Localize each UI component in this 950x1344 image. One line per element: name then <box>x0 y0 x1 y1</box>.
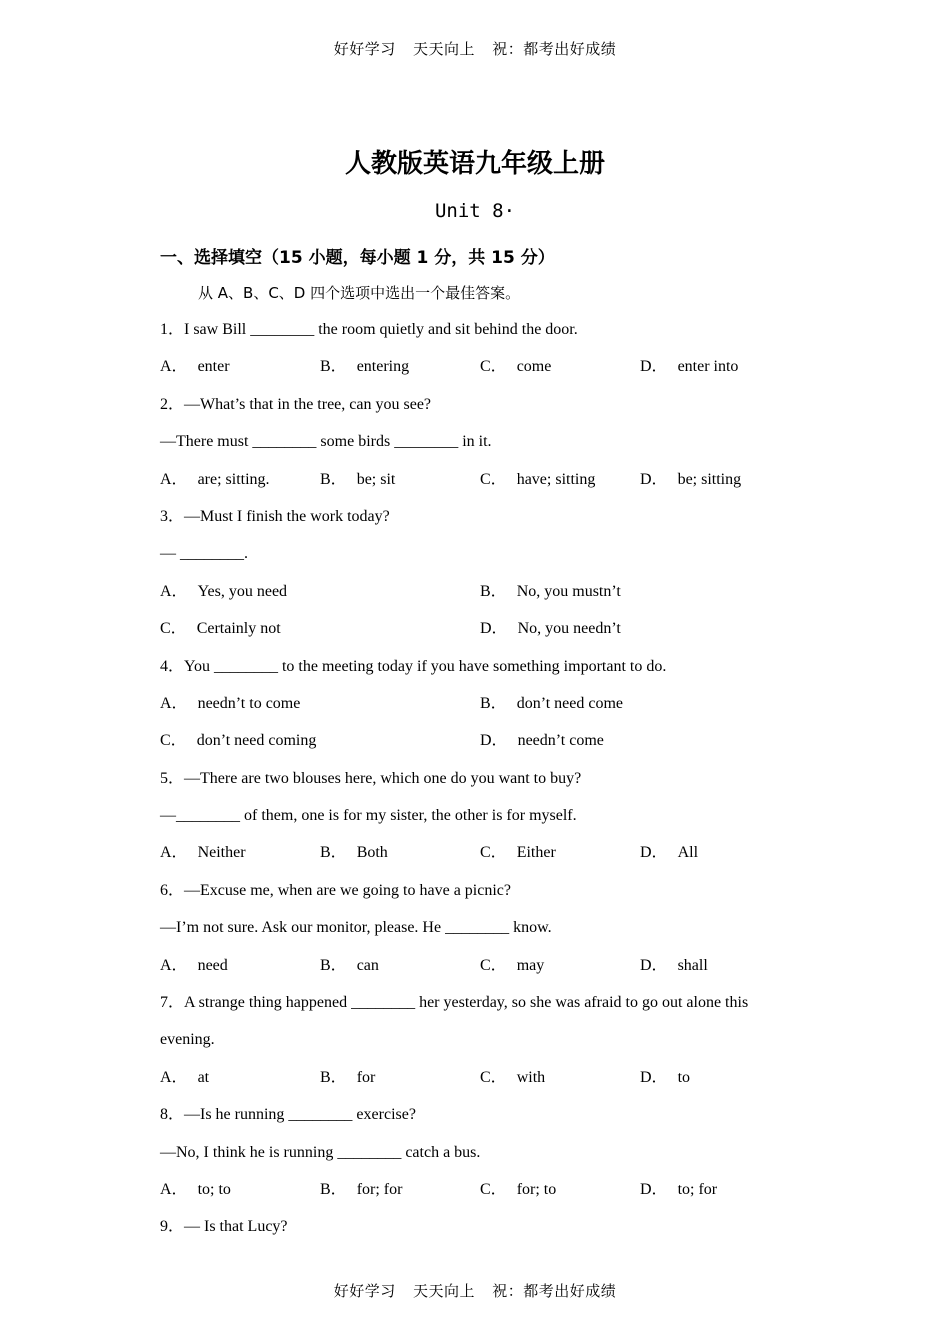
header-motto-2: 天天向上 <box>412 40 475 58</box>
section-heading: 一、选择填空（15 小题，每小题 1 分，共 15 分） <box>160 248 555 268</box>
question-7-options <box>160 1059 800 1096</box>
option-d[interactable]: D． needn’t come <box>480 732 604 750</box>
question-4-options-row2 <box>160 722 800 759</box>
page-header <box>0 38 950 59</box>
header-motto-3: 祝：都考出好成绩 <box>492 40 617 58</box>
header-motto-1: 好好学习 <box>333 40 396 58</box>
question-9-stem: 9．— Is that Lucy? <box>160 1218 288 1236</box>
question-7-stem: 7．A strange thing happened ________ her yesterday, so she was afraid to go out alone this <box>160 994 749 1012</box>
question-6-line2: —I’m not sure. Ask our monitor, please. He ________ know. <box>160 919 552 937</box>
option-a[interactable]: A． enter <box>160 358 230 376</box>
question-3-options-row2 <box>160 610 800 647</box>
question-7-line2: evening. <box>160 1031 215 1049</box>
question-8-line2: —No, I think he is running ________ catch a bus. <box>160 1143 481 1161</box>
option-c[interactable]: C． Certainly not <box>160 620 281 638</box>
option-b[interactable]: B． don’t need come <box>480 694 624 712</box>
question-3-stem: 3．—Must I finish the work today? <box>160 507 390 525</box>
question-5-line2: —________ of them, one is for my sister, the other is for myself. <box>160 807 577 825</box>
option-d[interactable]: D． shall <box>640 956 708 974</box>
question-5-stem: 5．—There are two blouses here, which one do you want to buy? <box>160 769 582 787</box>
footer-motto-3: 祝：都考出好成绩 <box>492 1282 617 1300</box>
question-2-options <box>160 461 800 498</box>
question-2-stem: 2．—What’s that in the tree, can you see? <box>160 395 432 413</box>
question-6-options <box>160 947 800 984</box>
option-c[interactable]: C． have; sitting <box>480 470 596 488</box>
unit-subtitle: Unit 8· <box>434 200 516 222</box>
option-d[interactable]: D． be; sitting <box>640 470 742 488</box>
option-d[interactable]: D． No, you needn’t <box>480 620 621 638</box>
option-b[interactable]: B． can <box>320 956 379 974</box>
question-3-options-row1 <box>160 573 800 610</box>
question-2-line2: —There must ________ some birds ________ in it. <box>160 433 492 451</box>
option-a[interactable]: A． Yes, you need <box>160 582 288 600</box>
option-d[interactable]: D． All <box>640 844 699 862</box>
question-5-options <box>160 834 800 871</box>
option-b[interactable]: B． be; sit <box>320 470 396 488</box>
option-a[interactable]: A． needn’t to come <box>160 694 301 712</box>
question-4-stem: 4．You ________ to the meeting today if you have something important to do. <box>160 657 667 675</box>
question-8-stem: 8．—Is he running ________ exercise? <box>160 1106 416 1124</box>
question-3-line2: — ________. <box>160 545 248 563</box>
option-a[interactable]: A． are; sitting. <box>160 470 270 488</box>
option-d[interactable]: D． to; for <box>640 1180 718 1198</box>
option-d[interactable]: D． to <box>640 1068 691 1086</box>
document-title: 人教版英语九年级上册 <box>344 149 605 179</box>
question-6-stem: 6．—Excuse me, when are we going to have a picnic? <box>160 881 511 899</box>
option-b[interactable]: B． entering <box>320 358 410 376</box>
question-4-options-row1 <box>160 685 800 722</box>
option-b[interactable]: B． for; for <box>320 1180 403 1198</box>
question-list <box>160 311 800 1246</box>
footer-motto-2: 天天向上 <box>412 1282 475 1300</box>
option-c[interactable]: C． Either <box>480 844 556 862</box>
footer-motto-1: 好好学习 <box>333 1282 396 1300</box>
option-c[interactable]: C． for; to <box>480 1180 557 1198</box>
option-c[interactable]: C． come <box>480 358 552 376</box>
option-b[interactable]: B． No, you mustn’t <box>480 582 621 600</box>
question-8-options <box>160 1171 800 1208</box>
option-a[interactable]: A． need <box>160 956 228 974</box>
option-c[interactable]: C． with <box>480 1068 546 1086</box>
option-b[interactable]: B． Both <box>320 844 388 862</box>
question-1-options <box>160 348 800 385</box>
option-c[interactable]: C． may <box>480 956 545 974</box>
option-c[interactable]: C． don’t need coming <box>160 732 317 750</box>
question-1-stem: 1．I saw Bill ________ the room quietly and sit behind the door. <box>160 321 578 338</box>
section-instruction: 从 A、B、C、D 四个选项中选出一个最佳答案。 <box>198 284 521 302</box>
option-a[interactable]: A． Neither <box>160 844 246 862</box>
page-footer <box>0 1280 950 1301</box>
option-d[interactable]: D． enter into <box>640 358 739 376</box>
option-b[interactable]: B． for <box>320 1068 376 1086</box>
option-a[interactable]: A． at <box>160 1068 210 1086</box>
option-a[interactable]: A． to; to <box>160 1180 231 1198</box>
